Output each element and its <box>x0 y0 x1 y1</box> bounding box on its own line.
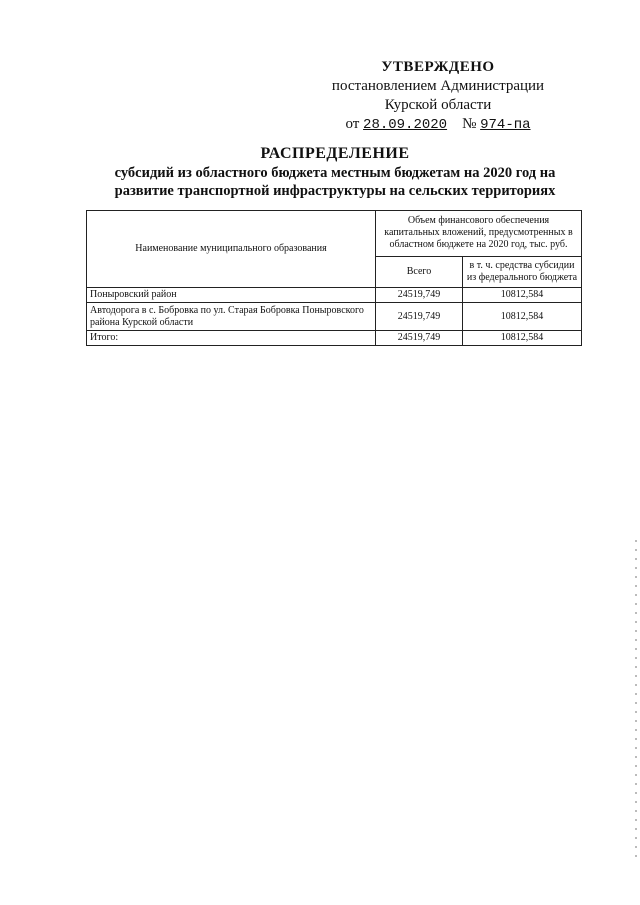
row-federal: 10812,584 <box>463 331 582 346</box>
header-name: Наименование муниципального образования <box>87 211 376 288</box>
date-prefix: от <box>345 116 360 132</box>
scan-edge-marks <box>635 540 637 860</box>
approval-line-2: Курской области <box>384 97 492 113</box>
header-federal: в т. ч. средства субсидии из федерального бюджета <box>463 256 582 288</box>
document-subtitle-2: развитие транспортной инфраструктуры на сельских территориях <box>114 183 556 199</box>
document-subtitle-1: субсидий из областного бюджета местным бюджетам на 2020 год на <box>114 165 556 181</box>
row-total: 24519,749 <box>376 331 463 346</box>
approval-title: УТВЕРЖДЕНО <box>381 59 495 75</box>
approval-date-line <box>308 115 568 135</box>
approval-line-1: постановлением Администрации <box>331 78 545 94</box>
number-prefix: № <box>462 116 477 132</box>
row-total: 24519,749 <box>376 288 463 303</box>
approval-stamp <box>308 58 568 135</box>
approval-number: 974-па <box>480 117 531 133</box>
row-federal: 10812,584 <box>463 303 582 331</box>
row-name: Поныровский район <box>87 288 376 303</box>
table-row <box>87 288 582 303</box>
header-funding: Объем финансового обеспечения капитальных вложений, предусмотренных в областном бюджете на 2020 год, тыс. руб. <box>376 211 582 257</box>
row-total: 24519,749 <box>376 303 463 331</box>
table-row <box>87 331 582 346</box>
approval-date: 28.09.2020 <box>363 117 448 133</box>
document-title: РАСПРЕДЕЛЕНИЕ <box>260 145 410 162</box>
row-name: Итого: <box>87 331 376 346</box>
header-total: Всего <box>376 256 463 288</box>
table-row <box>87 303 582 331</box>
document-heading <box>60 144 610 200</box>
row-federal: 10812,584 <box>463 288 582 303</box>
row-name: Автодорога в с. Бобровка по ул. Старая Бобровка Поныровского района Курской области <box>87 303 376 331</box>
subsidy-table <box>86 210 582 346</box>
